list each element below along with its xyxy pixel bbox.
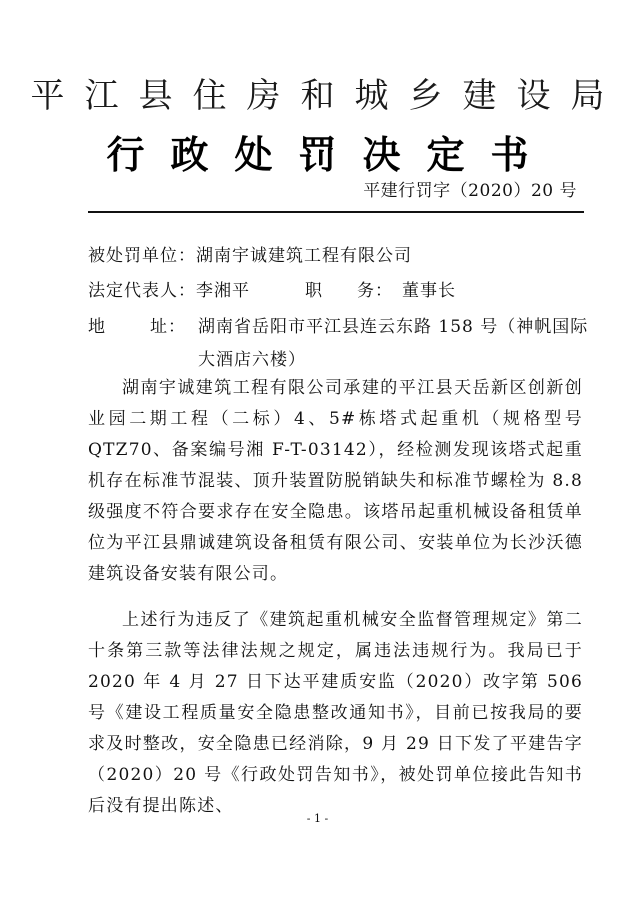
body-paragraph-2: 上述行为违反了《建筑起重机械安全监督管理规定》第二十条第三款等法律法规之规定，属违法违规行为。我局已于 2020 年 4 月 27 日下达平建质安监（2020）改字第 506 号《建设工程质量安全隐患整改通知书》，目前已按我局的要求及时整改，安全隐患已经消除，9 月 29 日下发了平建告字（2020）20 号《行政处罚告知书》，被处罚单位接此告知书后没有提出陈述、 [88,610,583,816]
penalized-unit-label: 被处罚单位： [88,246,196,266]
document-number: 平建行罚字（2020）20 号 [363,181,577,201]
agency-name: 平江县住房和城乡建设局 [30,76,625,116]
penalized-unit-row [88,241,412,266]
position-label: 职 [305,281,323,301]
address-label: 地 [88,317,106,337]
legal-representative-row [88,276,250,301]
position-label-suffix: 务： [357,281,393,301]
address-label-suffix: 址： [150,317,186,337]
position-value: 董事长 [402,281,456,301]
address-value-line1: 湖南省岳阳市平江县连云东路 158 号（神帆国际 [198,317,589,337]
address-value-line2: 大酒店六楼） [198,350,306,370]
legal-representative-label: 法定代表人： [88,281,196,301]
document-title: 行政处罚决定书 [106,133,555,177]
page-number: - 1 - [306,812,329,825]
legal-representative-value: 李湘平 [196,281,250,301]
header-divider [88,211,584,213]
body-paragraph-1: 湖南宇诚建筑工程有限公司承建的平江县天岳新区创新创业园二期工程（二标）4、5#栋塔式起重机（规格型号 QTZ70、备案编号湘 F-T-03142），经检测发现该塔式起重机存在标准节混装、顶升装置防脱销缺失和标准节螺栓为 8.8 级强度不符合要求存在安全隐患。该塔吊起重机械设备租赁单位为平江县鼎诚建筑设备租赁有限公司、安装单位为长沙沃德建筑设备安装有限公司。 [88,378,583,584]
penalized-unit-value: 湖南宇诚建筑工程有限公司 [196,246,412,266]
